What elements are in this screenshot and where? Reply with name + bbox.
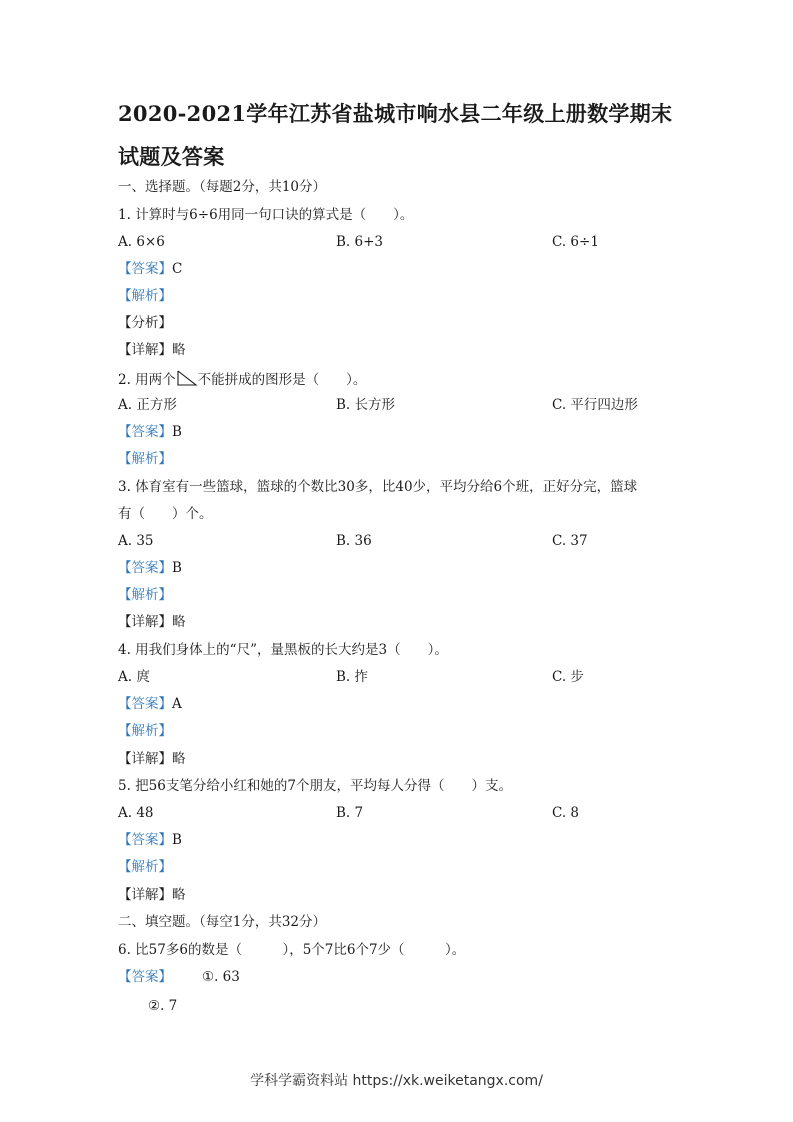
question-1-option-c: C. 6÷1: [552, 234, 599, 250]
detail-value: 略: [172, 887, 186, 903]
detail-tag: 【详解】: [118, 614, 172, 630]
detail-tag: 【详解】: [118, 342, 172, 358]
question-1-analysis-tag: 【解析】: [118, 288, 172, 304]
question-2-stem: [118, 369, 366, 392]
question-1-answer: [118, 260, 182, 278]
answer-tag: 【答案】: [118, 832, 172, 848]
question-3-stem-line1: 3. 体育室有一些篮球，篮球的个数比30多，比40少，平均分给6个班，正好分完，篮球: [118, 479, 638, 495]
question-3-option-c: C. 37: [552, 533, 588, 549]
question-3-option-b: B. 36: [336, 533, 372, 549]
answer-value: B: [172, 560, 182, 576]
question-3-detail: [118, 613, 186, 631]
question-4-option-a: A. 庹: [118, 669, 150, 685]
question-1-stem: 1. 计算时与6÷6用同一句口诀的算式是（ ）。: [118, 207, 414, 223]
question-6-answer-1: ①. 63: [202, 969, 240, 985]
question-3-stem-line2: 有（ ）个。: [118, 506, 213, 522]
answer-tag: 【答案】: [118, 424, 172, 440]
question-3-answer: [118, 559, 182, 577]
question-4-option-b: B. 拃: [336, 669, 369, 685]
question-4-answer: [118, 695, 182, 713]
question-2-answer: [118, 423, 182, 441]
answer-value: C: [172, 261, 183, 277]
question-5-option-b: B. 7: [336, 805, 364, 821]
triangle-icon: [176, 369, 198, 392]
question-2-analysis-tag: 【解析】: [118, 451, 172, 467]
question-4-analysis-tag: 【解析】: [118, 723, 172, 739]
question-5-stem: 5. 把56支笔分给小红和她的7个朋友，平均每人分得（ ）支。: [118, 778, 512, 794]
question-1-detail: [118, 341, 186, 359]
question-5-analysis-tag: 【解析】: [118, 859, 172, 875]
detail-tag: 【详解】: [118, 751, 172, 767]
question-2-option-b: B. 长方形: [336, 397, 396, 413]
detail-value: 略: [172, 614, 186, 630]
answer-value: B: [172, 424, 182, 440]
answer-tag: 【答案】: [118, 560, 172, 576]
answer-tag: 【答案】: [118, 696, 172, 712]
detail-value: 略: [172, 342, 186, 358]
section-heading-fill: 二、填空题。（每空1分，共32分）: [118, 914, 327, 930]
question-2-stem-after: 不能拼成的图形是（ ）。: [197, 372, 367, 388]
question-5-option-a: A. 48: [118, 805, 154, 821]
question-5-option-c: C. 8: [552, 805, 580, 821]
question-4-option-c: C. 步: [552, 669, 584, 685]
question-5-answer: [118, 831, 182, 849]
question-2-option-c: C. 平行四边形: [552, 397, 638, 413]
page-title: 2020-2021学年江苏省盐城市响水县二年级上册数学期末试题及答案: [118, 101, 673, 169]
question-6-answer-2: ②. 7: [148, 998, 178, 1014]
footer-watermark: 学科学霸资料站 https://xk.weiketangx.com/: [250, 1073, 543, 1089]
question-6-stem: 6. 比57多6的数是（ ），5个7比6个7少（ ）。: [118, 942, 466, 958]
answer-value: A: [172, 696, 182, 712]
answer-tag: 【答案】: [118, 261, 172, 277]
question-6-answer-tag: 【答案】: [118, 969, 172, 985]
section-heading-choice: 一、选择题。（每题2分，共10分）: [118, 179, 327, 195]
answer-value: B: [172, 832, 182, 848]
question-2-stem-before: 2. 用两个: [118, 372, 176, 388]
question-3-analysis-tag: 【解析】: [118, 587, 172, 603]
detail-value: 略: [172, 751, 186, 767]
question-3-option-a: A. 35: [118, 533, 154, 549]
question-1-fenxi-tag: 【分析】: [118, 315, 172, 331]
question-2-option-a: A. 正方形: [118, 397, 177, 413]
question-4-stem: 4. 用我们身体上的“尺”，量黑板的长大约是3（ ）。: [118, 642, 448, 658]
question-1-option-b: B. 6+3: [336, 234, 383, 250]
question-1-option-a: A. 6×6: [118, 234, 165, 250]
detail-tag: 【详解】: [118, 887, 172, 903]
question-4-detail: [118, 750, 186, 768]
question-5-detail: [118, 886, 186, 904]
